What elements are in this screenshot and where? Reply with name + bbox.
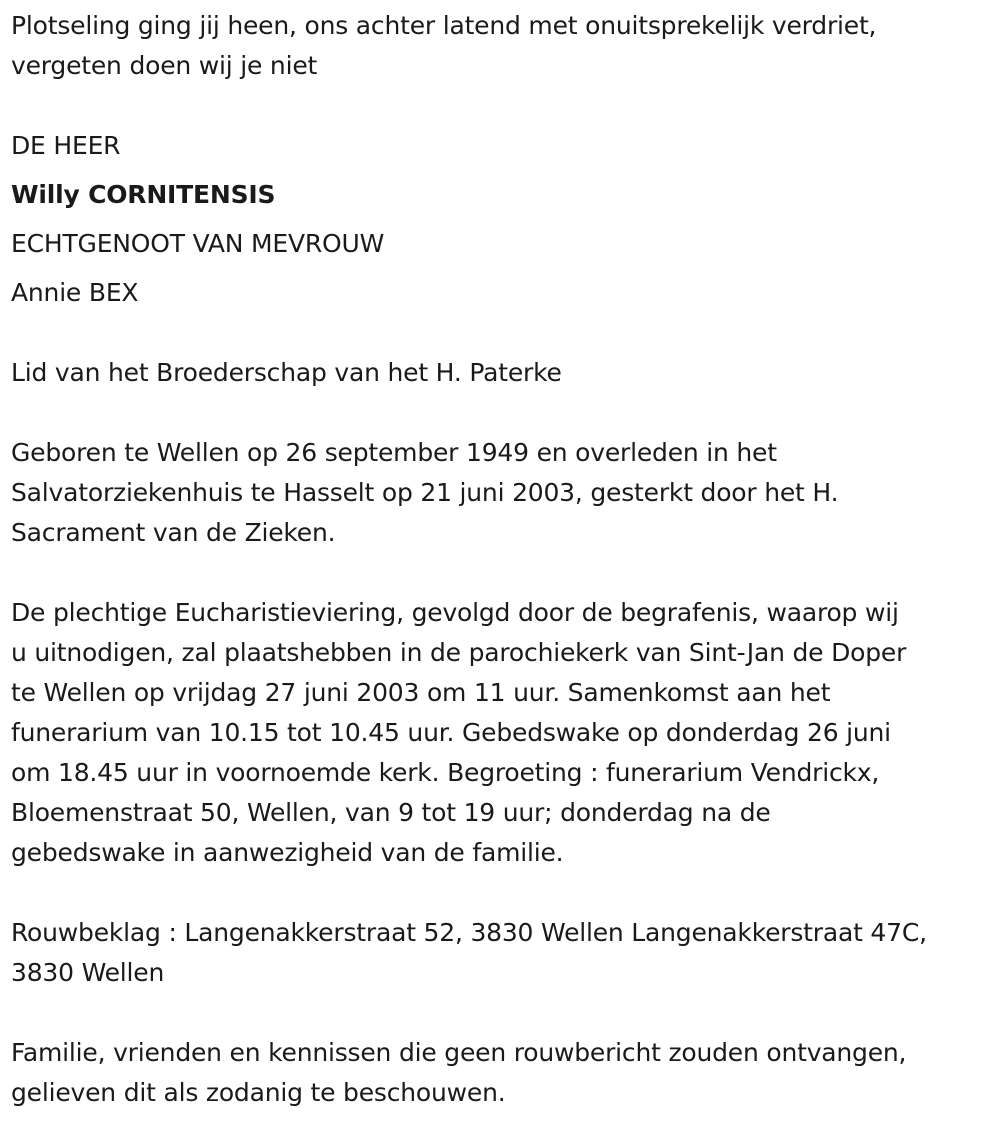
spacer xyxy=(11,993,996,1033)
spacer xyxy=(11,553,996,593)
membership xyxy=(11,353,996,393)
notice-line-2: gelieven dit als zodanig te beschouwen. xyxy=(11,1078,506,1107)
notice-paragraph xyxy=(11,1033,996,1113)
ceremony-line-2: u uitnodigen, zal plaatshebben in de parochiekerk van Sint-Jan de Doper xyxy=(11,638,907,667)
ceremony-line-6: Bloemenstraat 50, Wellen, van 9 tot 19 uur; donderdag na de xyxy=(11,798,771,827)
ceremony-line-5: om 18.45 uur in voornoemde kerk. Begroeting : funerarium Vendrickx, xyxy=(11,758,880,787)
ceremony-line-1: De plechtige Eucharistieviering, gevolgd door de begrafenis, waarop wij xyxy=(11,598,899,627)
ceremony-paragraph xyxy=(11,593,996,873)
spouse-label: ECHTGENOOT VAN MEVROUW xyxy=(11,229,385,258)
birth-death-line-2: Salvatorziekenhuis te Hasselt op 21 juni 2003, gesterkt door het H. xyxy=(11,478,839,507)
ceremony-line-3: te Wellen op vrijdag 27 juni 2003 om 11 uur. Samenkomst aan het xyxy=(11,678,831,707)
condolences-line-1: Rouwbeklag : Langenakkerstraat 52, 3830 Wellen Langenakkerstraat 47C, xyxy=(11,918,927,947)
spacer xyxy=(11,313,996,353)
spacer xyxy=(11,393,996,433)
notice-line-1: Familie, vrienden en kennissen die geen rouwbericht zouden ontvangen, xyxy=(11,1038,907,1067)
condolences-paragraph xyxy=(11,913,996,993)
ceremony-line-4: funerarium van 10.15 tot 10.45 uur. Gebedswake op donderdag 26 juni xyxy=(11,718,891,747)
deceased-name: Willy CORNITENSIS xyxy=(11,180,276,209)
intro-line-2: vergeten doen wij je niet xyxy=(11,51,318,80)
birth-death-paragraph xyxy=(11,433,996,553)
deceased-title: DE HEER xyxy=(11,131,121,160)
condolences-line-2: 3830 Wellen xyxy=(11,958,165,987)
ceremony-line-7: gebedswake in aanwezigheid van de familie. xyxy=(11,838,564,867)
intro-verse xyxy=(11,6,996,86)
spacer xyxy=(11,873,996,913)
membership-line: Lid van het Broederschap van het H. Paterke xyxy=(11,358,562,387)
obituary-document xyxy=(11,6,996,1113)
spouse-name: Annie BEX xyxy=(11,278,139,307)
birth-death-line-3: Sacrament van de Zieken. xyxy=(11,518,336,547)
intro-line-1: Plotseling ging jij heen, ons achter latend met onuitsprekelijk verdriet, xyxy=(11,11,877,40)
birth-death-line-1: Geboren te Wellen op 26 september 1949 en overleden in het xyxy=(11,438,777,467)
